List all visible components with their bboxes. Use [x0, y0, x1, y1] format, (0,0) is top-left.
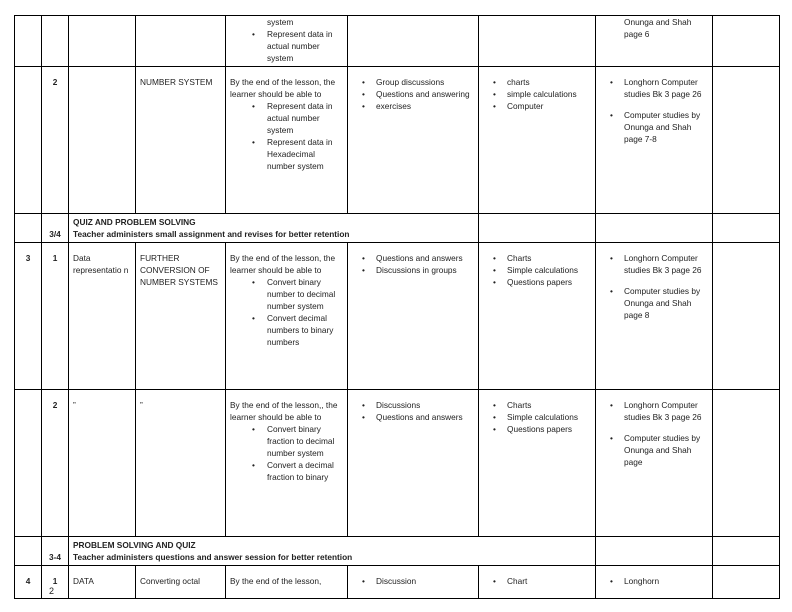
reference-item: • Longhorn Computer studies Bk 3 page 26	[600, 252, 708, 276]
remarks-cell	[713, 243, 780, 390]
references-cell	[596, 566, 713, 599]
merged-activity-cell	[69, 537, 596, 566]
resource-item: • Questions papers	[483, 276, 591, 288]
references-cell	[596, 67, 713, 214]
merged-note: Teacher administers questions and answer session for better retention	[73, 552, 353, 562]
subtopic-cell: ”	[136, 390, 226, 537]
lesson-cell	[42, 16, 69, 67]
objective-item: • Represent data in actual number system	[230, 28, 343, 64]
resource-list	[483, 575, 591, 587]
lesson-cell: 2	[42, 390, 69, 537]
subtopic-cell: NUMBER SYSTEM	[136, 67, 226, 214]
week-cell	[15, 390, 42, 537]
activity-item: • Discussion	[352, 575, 474, 587]
activity-item: • Discussions	[352, 399, 474, 411]
week-cell	[15, 537, 42, 566]
scheme-of-work-table	[14, 15, 780, 599]
week-cell	[15, 214, 42, 243]
objectives-intro: By the end of the lesson, the learner should be able to	[230, 77, 336, 99]
objective-item: • Convert binary fraction to decimal number system	[230, 423, 343, 459]
lesson-cell: 1	[42, 243, 69, 390]
objectives-cell	[226, 243, 348, 390]
activities-cell	[348, 390, 479, 537]
objectives-cell	[226, 67, 348, 214]
references-cell	[596, 243, 713, 390]
resources-cell	[479, 390, 596, 537]
remarks-cell	[713, 16, 780, 67]
reference-list	[600, 399, 708, 468]
activity-list	[352, 399, 474, 423]
lesson-cell: 2	[42, 67, 69, 214]
objectives-intro: By the end of the lesson,	[230, 576, 322, 586]
topic-cell: ”	[69, 390, 136, 537]
week-cell: 3	[15, 243, 42, 390]
objective-list	[230, 28, 343, 64]
table-row	[15, 243, 780, 390]
week-cell	[15, 16, 42, 67]
resources-cell	[479, 566, 596, 599]
reference-item: • Longhorn	[600, 575, 708, 587]
activity-list	[352, 575, 474, 587]
subtopic-cell: FURTHER CONVERSION OF NUMBER SYSTEMS	[136, 243, 226, 390]
remarks-cell	[713, 566, 780, 599]
merged-activity-cell	[69, 214, 479, 243]
lesson-cell: 1	[42, 566, 69, 599]
resource-item: • Simple calculations	[483, 411, 591, 423]
references-continued: Onunga and Shah page 6	[624, 17, 692, 39]
table-row	[15, 67, 780, 214]
activities-cell	[348, 67, 479, 214]
resources-cell	[479, 16, 596, 67]
table-row	[15, 566, 780, 599]
resource-item: • Computer	[483, 100, 591, 112]
empty-cell	[596, 537, 713, 566]
subtopic-cell	[136, 16, 226, 67]
objective-item: • Convert a decimal fraction to binary	[230, 459, 343, 483]
objective-item: • Represent data in actual number system	[230, 100, 343, 136]
table-row	[15, 537, 780, 566]
objectives-intro: By the end of the lesson, the learner should be able to	[230, 253, 336, 275]
objectives-intro: By the end of the lesson,, the learner should be able to	[230, 400, 338, 422]
activity-item: • Questions and answers	[352, 252, 474, 264]
resource-list	[483, 399, 591, 435]
merged-note: Teacher administers small assignment and revises for better retention	[73, 229, 350, 239]
resource-item: • Chart	[483, 575, 591, 587]
activity-item: • exercises	[352, 100, 474, 112]
objective-item: • Convert decimal numbers to binary numbers	[230, 312, 343, 348]
objective-list	[230, 276, 343, 348]
resource-item: • Charts	[483, 399, 591, 411]
activities-cell	[348, 243, 479, 390]
activity-list	[352, 76, 474, 112]
activity-item: • Questions and answers	[352, 411, 474, 423]
topic-cell	[69, 16, 136, 67]
activities-cell	[348, 16, 479, 67]
objective-list	[230, 100, 343, 172]
activity-list	[352, 252, 474, 276]
resources-cell	[479, 243, 596, 390]
resource-list	[483, 252, 591, 288]
week-cell: 4	[15, 566, 42, 599]
merged-title: QUIZ AND PROBLEM SOLVING	[73, 217, 196, 227]
references-cell	[596, 16, 713, 67]
table-row	[15, 214, 780, 243]
objectives-cell	[226, 390, 348, 537]
page-number: 2	[49, 586, 55, 596]
reference-list	[600, 575, 708, 587]
lesson-cell: 3/4	[42, 214, 69, 243]
resource-item: • Charts	[483, 252, 591, 264]
topic-cell: DATA	[69, 566, 136, 599]
resource-list	[483, 76, 591, 112]
resources-cell	[479, 67, 596, 214]
resource-item: • simple calculations	[483, 88, 591, 100]
activity-item: • Questions and answering	[352, 88, 474, 100]
objective-item: • Represent data in Hexadecimal number system	[230, 136, 343, 172]
empty-cell	[479, 214, 596, 243]
resource-item: • charts	[483, 76, 591, 88]
remarks-cell	[713, 390, 780, 537]
table-row	[15, 16, 780, 67]
subtopic-cell: Converting octal	[136, 566, 226, 599]
activity-item: • Discussions in groups	[352, 264, 474, 276]
activities-cell	[348, 566, 479, 599]
topic-cell	[69, 67, 136, 214]
empty-cell	[713, 537, 780, 566]
resource-item: • Questions papers	[483, 423, 591, 435]
activity-item: • Group discussions	[352, 76, 474, 88]
merged-title: PROBLEM SOLVING AND QUIZ	[73, 540, 196, 550]
remarks-cell	[713, 67, 780, 214]
lesson-cell: 3-4	[42, 537, 69, 566]
objectives-continued: system	[267, 17, 294, 27]
objectives-cell	[226, 566, 348, 599]
reference-item: • Longhorn Computer studies Bk 3 page 26	[600, 399, 708, 423]
empty-cell	[596, 214, 713, 243]
table-row	[15, 390, 780, 537]
references-cell	[596, 390, 713, 537]
reference-item: • Computer studies by Onunga and Shah page	[600, 432, 708, 468]
reference-item: • Longhorn Computer studies Bk 3 page 26	[600, 76, 708, 100]
objectives-cell	[226, 16, 348, 67]
empty-cell	[713, 214, 780, 243]
resource-item: • Simple calculations	[483, 264, 591, 276]
reference-item: • Computer studies by Onunga and Shah page 8	[600, 285, 708, 321]
reference-item: • Computer studies by Onunga and Shah page 7-8	[600, 109, 708, 145]
objective-list	[230, 423, 343, 483]
reference-list	[600, 76, 708, 145]
week-cell	[15, 67, 42, 214]
reference-list	[600, 252, 708, 321]
topic-cell: Data representatio n	[69, 243, 136, 390]
objective-item: • Convert binary number to decimal number system	[230, 276, 343, 312]
